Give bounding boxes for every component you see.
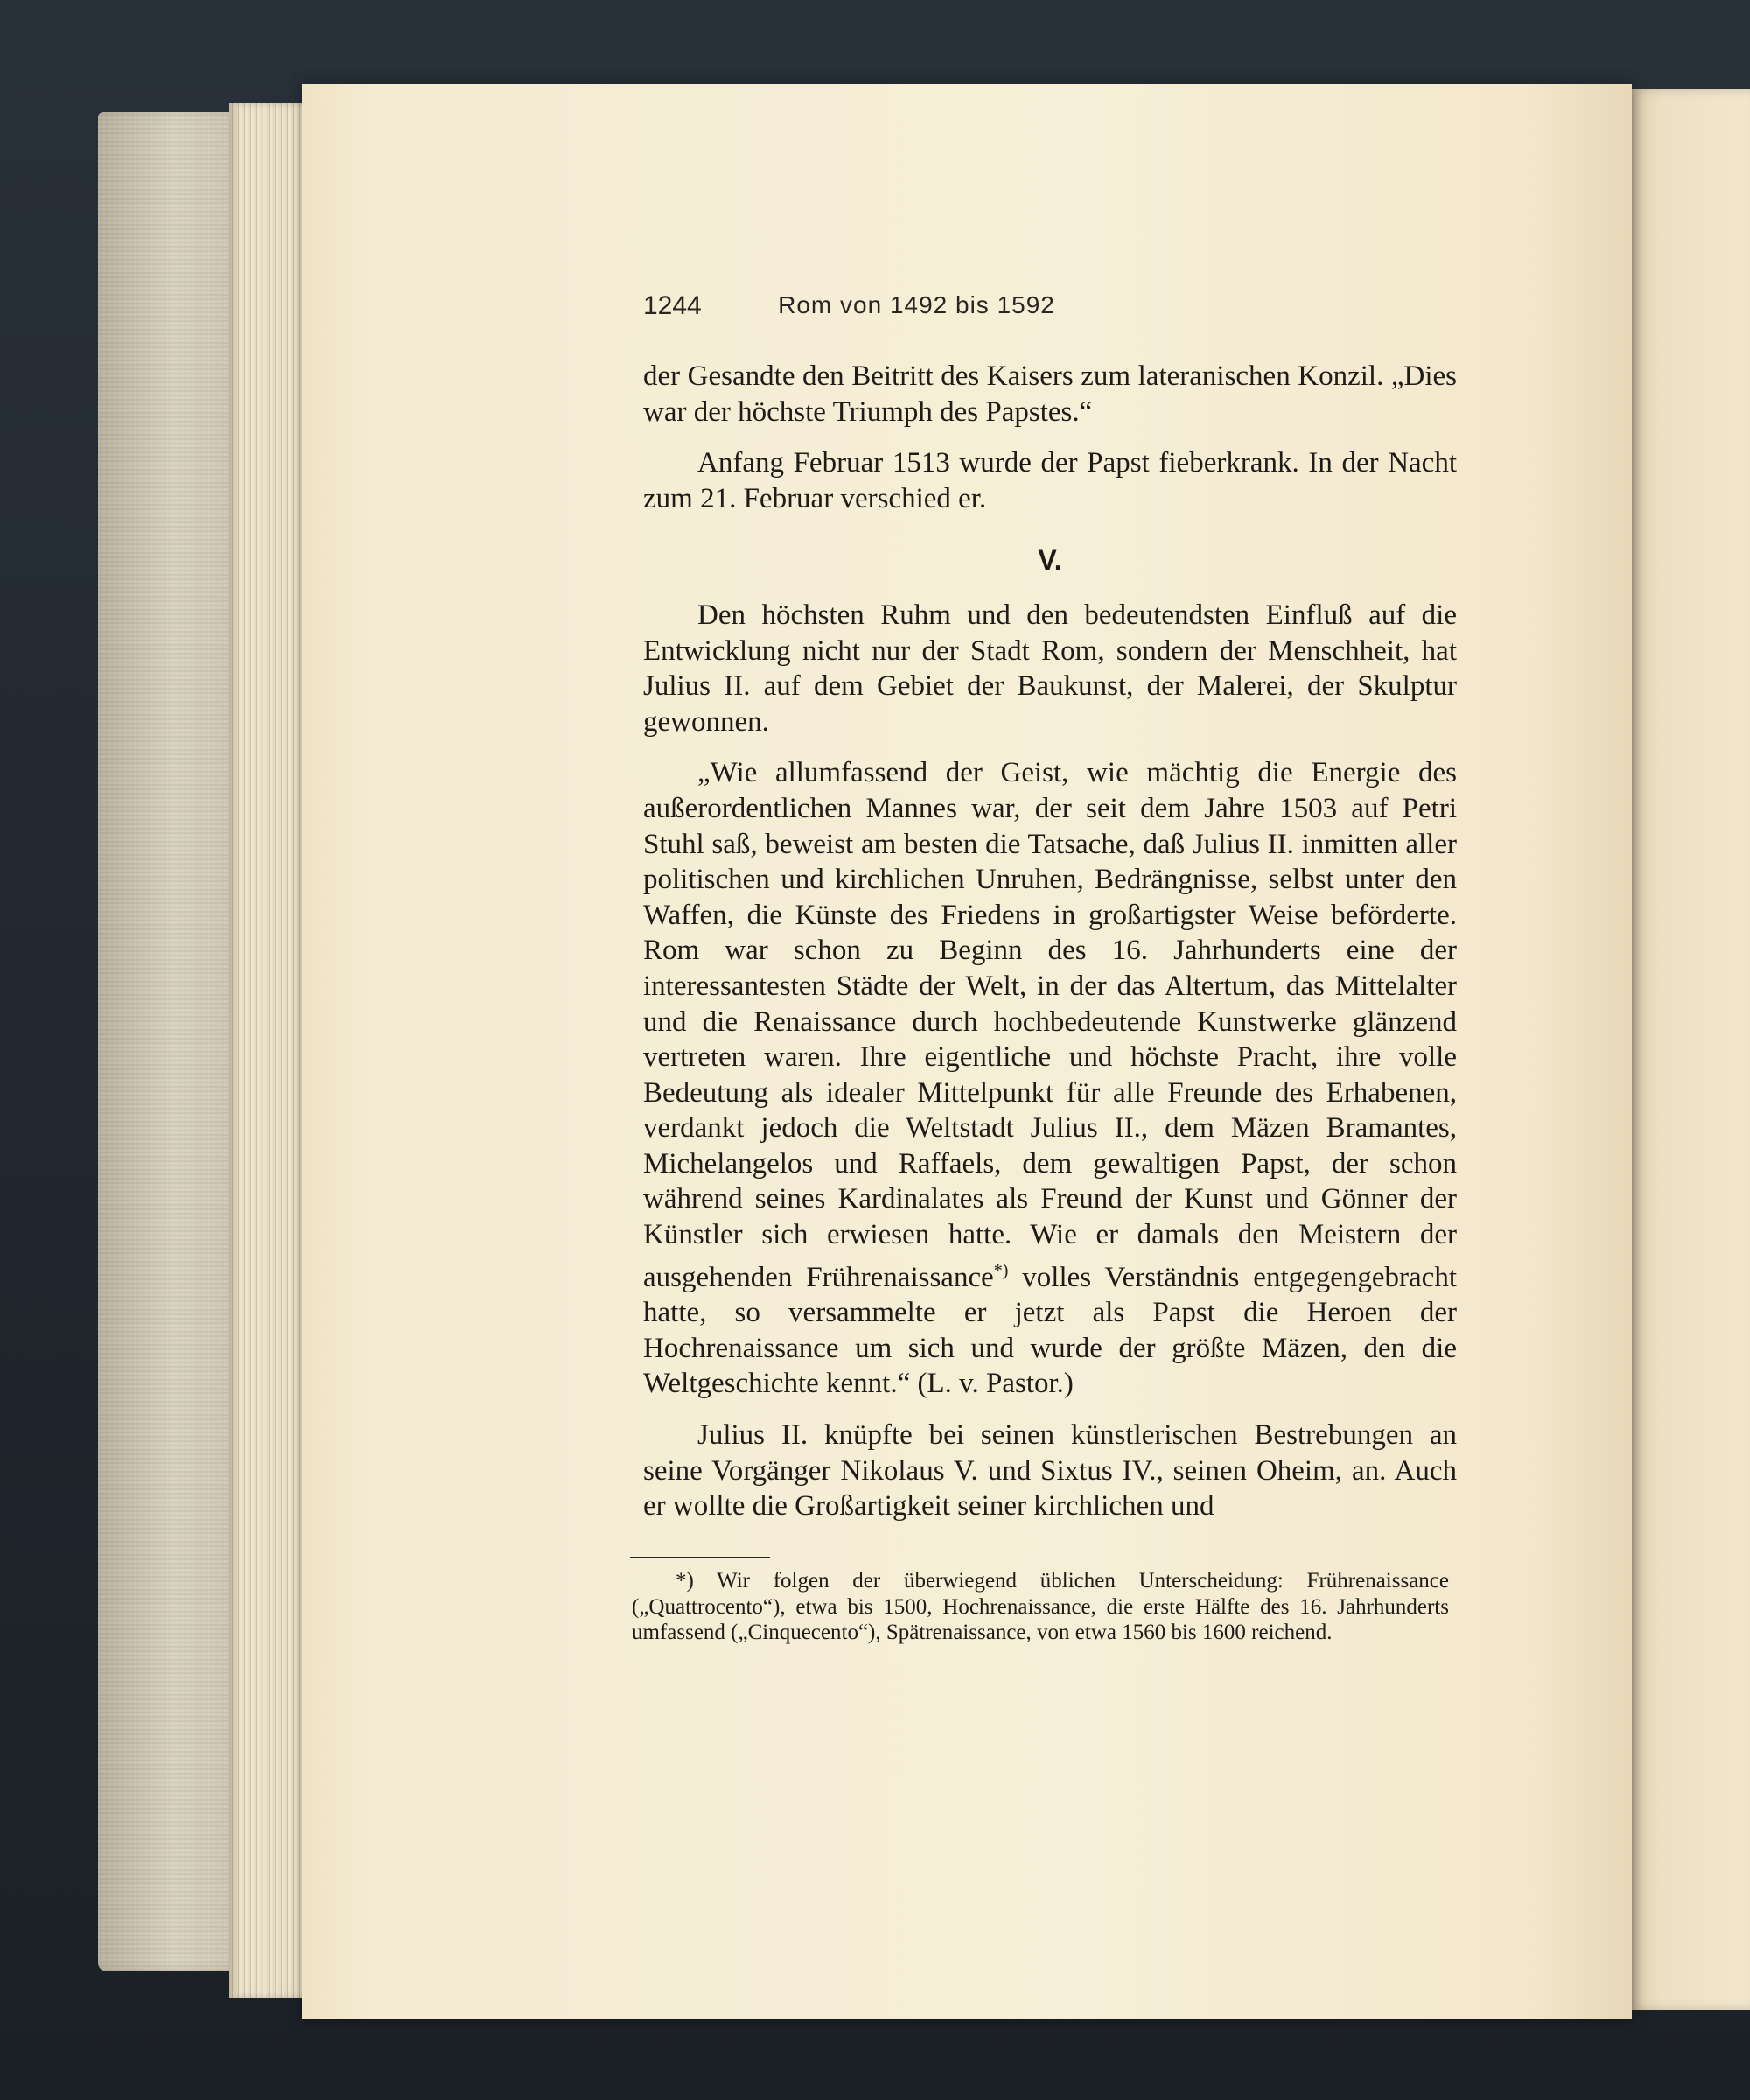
paragraph-quote — [643, 755, 1457, 1402]
quote-text: volles Verständnis entgegengebracht hatte, so versammelte er jetzt als Papst die Heroen der Hochrenaissance um sich und wurde der größte Mäzen, den die Weltgeschichte kennt.“ (L. v. Pastor.) — [643, 1261, 1457, 1400]
page-number: 1244 — [643, 291, 702, 320]
page-header — [643, 291, 1190, 335]
paragraph-continuation: der Gesandte den Beitritt des Kaisers zum lateranischen Konzil. „Dies war der höchste Triumph des Papstes.“ — [643, 360, 1457, 428]
quote-text: „Wie allumfassend der Geist, wie mächtig die Energie des außerordentlichen Mannes war, der seit dem Jahre 1503 auf Petri Stuhl saß, beweist am besten die Tatsache, daß Julius II. inmitten aller politischen und kirchlichen Unruhen, Bedrängnisse, selbst unter den Waffen, die Künste des Friedens in großartigster Weise beförderte. Rom war schon zu Beginn des 16. Jahrhunderts eine der interessantesten Städte der Welt, in der das Altertum, das Mittelalter und die Renaissance durch hochbedeutende Kunstwerke glänzend vertreten waren. Ihre eigentliche und höchste Pracht, ihre volle Bedeutung als idealer Mittelpunkt für alle Freunde des Erhabenen, verdankt jedoch die Weltstadt Julius II., dem Mäzen Bramantes, Michelangelos und Raffaels, dem gewaltigen Papst, der schon während seines Kardinalates als Freund der Kunst und Gönner der Künstler sich erwiesen hatte. Wie er damals den Meistern der ausgehenden Frührenaissance — [643, 757, 1457, 1293]
facing-page-edge — [1629, 89, 1750, 2010]
paragraph: Anfang Februar 1513 wurde der Papst fieberkrank. In der Nacht zum 21. Februar verschied er. — [643, 447, 1457, 514]
page-edges — [229, 103, 308, 1998]
footnote-text: Wir folgen der überwiegend üblichen Unterscheidung: Frührenaissance („Quattrocento“), etwa bis 1500, Hochrenaissance, die erste Hälfte des 16. Jahrhunderts umfassend („Cinquecento“), Spätrenaissance, von etwa 1560 bis 1600 reichend. — [632, 1569, 1449, 1644]
footnote-reference: *) — [993, 1260, 1009, 1280]
footnote — [632, 1568, 1449, 1646]
paragraph: Julius II. knüpfte bei seinen künstlerischen Bestrebungen an seine Vorgänger Nikolaus V. und Sixtus IV., seinen Oheim, an. Auch er wollte die Großartigkeit seiner kirchlichen und — [643, 1419, 1457, 1522]
section-heading: V. — [1038, 544, 1062, 577]
paragraph: Den höchsten Ruhm und den bedeutendsten Einfluß auf die Entwicklung nicht nur der Stadt Rom, sondern der Menschheit, hat Julius II. auf dem Gebiet der Baukunst, der Malerei, der Skulptur gewonnen. — [643, 598, 1457, 738]
running-title: Rom von 1492 bis 1592 — [778, 291, 1055, 318]
main-text — [643, 359, 1457, 1524]
footnote-marker: *) — [676, 1569, 694, 1592]
footnote-divider — [630, 1557, 770, 1558]
